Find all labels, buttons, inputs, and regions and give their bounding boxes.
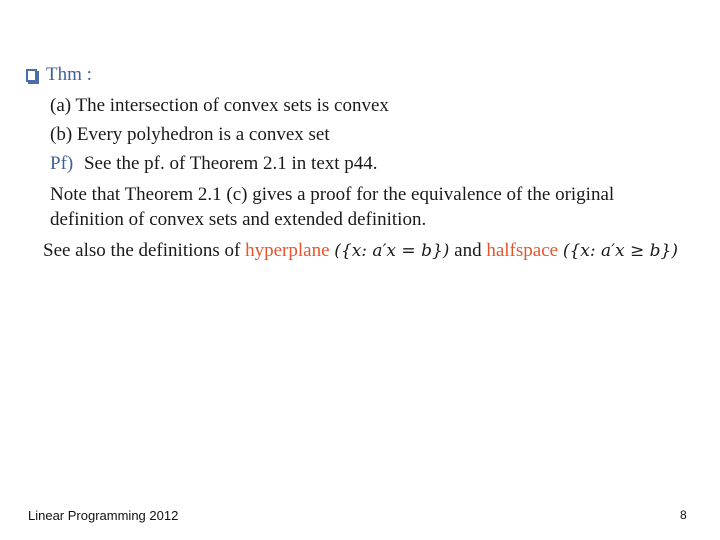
- theorem-heading-row: [26, 64, 92, 86]
- note-line-2: definition of convex sets and extended definition.: [50, 209, 427, 230]
- item-b: (b) Every polyhedron is a convex set: [50, 124, 330, 145]
- hyperplane-term: hyperplane: [245, 240, 330, 261]
- proof-text: See the pf. of Theorem 2.1 in text p44.: [83, 153, 378, 174]
- item-a: (a) The intersection of convex sets is convex: [50, 95, 389, 116]
- proof-label: Pf): [50, 153, 74, 174]
- see-also-connector: and: [454, 240, 482, 261]
- proof-line: [50, 153, 378, 175]
- hyperplane-math: ({x: a′x = b}): [334, 241, 450, 261]
- see-also-prefix: See also the definitions of: [43, 240, 241, 261]
- halfspace-term: halfspace: [486, 240, 559, 261]
- note-line-1: Note that Theorem 2.1 (c) gives a proof for the equivalence of the original: [50, 184, 615, 205]
- footer-course-title: Linear Programming 2012: [28, 508, 179, 523]
- square-bullet-icon: [26, 69, 37, 82]
- see-also-line: [43, 240, 678, 262]
- halfspace-math: ({x: a′x ≥ b}): [562, 241, 678, 261]
- footer-page-number: 8: [680, 508, 687, 522]
- theorem-heading: Thm :: [46, 64, 92, 85]
